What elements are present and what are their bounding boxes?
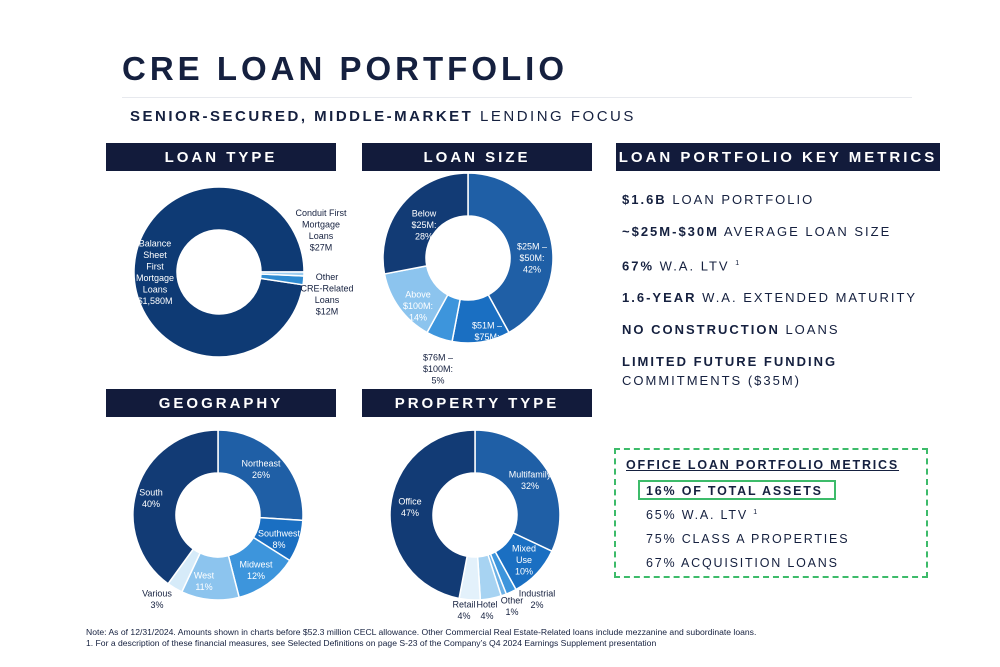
loan-size-header: LOAN SIZE — [362, 143, 592, 171]
property-type-label-1: Multifamily 32% — [508, 469, 552, 491]
page-title: CRE LOAN PORTFOLIO — [122, 50, 568, 87]
subtitle-rest: LENDING FOCUS — [473, 108, 636, 125]
property-type-label-5: Hotel 4% — [476, 599, 498, 621]
loan-type-label-1: Balance Sheet First Mortgage Loans $1,580M — [135, 238, 175, 306]
metric-extended-maturity: 1.6-YEAR W.A. EXTENDED MATURITY — [622, 290, 918, 306]
metric-wa-ltv: 67% W.A. LTV $^1$ — [622, 258, 742, 274]
loan-size-label-5: Below $25M: 28% — [411, 208, 437, 242]
property-type-label-4: Other 1% — [500, 595, 524, 617]
metric-loan-portfolio: $1.6B LOAN PORTFOLIO — [622, 192, 815, 207]
office-metrics-box — [614, 448, 928, 578]
geography-label-4: West 11% — [193, 570, 215, 592]
office-metric-wa-ltv: 65% W.A. LTV $^1$ — [646, 508, 759, 522]
loan-type-label-2: Conduit First Mortgage Loans $27M — [295, 207, 347, 253]
loan-size-label-4: Above $100M: 14% — [402, 289, 434, 323]
loan-type-label-3: Other CRE-Related Loans $12M — [300, 271, 354, 317]
loan-size-label-2: $51M – $75M: 11% — [471, 320, 503, 354]
office-metric-class-a: 75% CLASS A PROPERTIES — [646, 532, 850, 546]
geography-label-3: Midwest 12% — [239, 559, 273, 581]
office-metric-acquisition: 67% ACQUISITION LOANS — [646, 556, 839, 570]
geography-label-1: Northeast 26% — [241, 458, 281, 480]
office-metrics-title: OFFICE LOAN PORTFOLIO METRICS — [626, 458, 900, 472]
property-type-slice-1 — [475, 430, 560, 551]
key-metrics-list — [622, 190, 982, 402]
property-type-label-3: Industrial 2% — [518, 588, 556, 610]
loan-type-header: LOAN TYPE — [106, 143, 336, 171]
loan-size-label-3: $76M – $100M: 5% — [422, 352, 454, 386]
loan-size-label-1: $25M – $50M: 42% — [516, 241, 548, 275]
property-type-header: PROPERTY TYPE — [362, 389, 592, 417]
geography-label-6: South 40% — [139, 487, 163, 509]
footnote-note: Note: As of 12/31/2024. Amounts shown in charts before $52.3 million CECL allowance. Other Commercial Real Estate-Related loans include mezzanine and subordinate loans. — [86, 627, 757, 637]
metric-future-funding: LIMITED FUTURE FUNDING COMMITMENTS ($35M) — [622, 354, 838, 389]
geography-header: GEOGRAPHY — [106, 389, 336, 417]
property-type-label-7: Office 47% — [398, 496, 422, 518]
metric-average-loan-size: ~$25M-$30M AVERAGE LOAN SIZE — [622, 224, 892, 239]
geography-label-2: Southwest 8% — [257, 528, 301, 550]
footnote-1: 1. For a description of these financial measures, see Selected Definitions on page S-23 of the Company’s Q4 2024 Earnings Supplement presentation — [86, 638, 657, 648]
subtitle-bold: SENIOR-SECURED, MIDDLE-MARKET — [130, 108, 474, 125]
metric-no-construction: NO CONSTRUCTION LOANS — [622, 322, 840, 338]
property-type-label-2: Mixed Use 10% — [511, 543, 537, 577]
office-metric-total-assets: 16% OF TOTAL ASSETS — [646, 484, 823, 498]
key-metrics-header: LOAN PORTFOLIO KEY METRICS — [616, 143, 940, 171]
property-type-label-6: Retail 4% — [452, 599, 476, 621]
geography-label-5: Various 3% — [142, 588, 172, 610]
